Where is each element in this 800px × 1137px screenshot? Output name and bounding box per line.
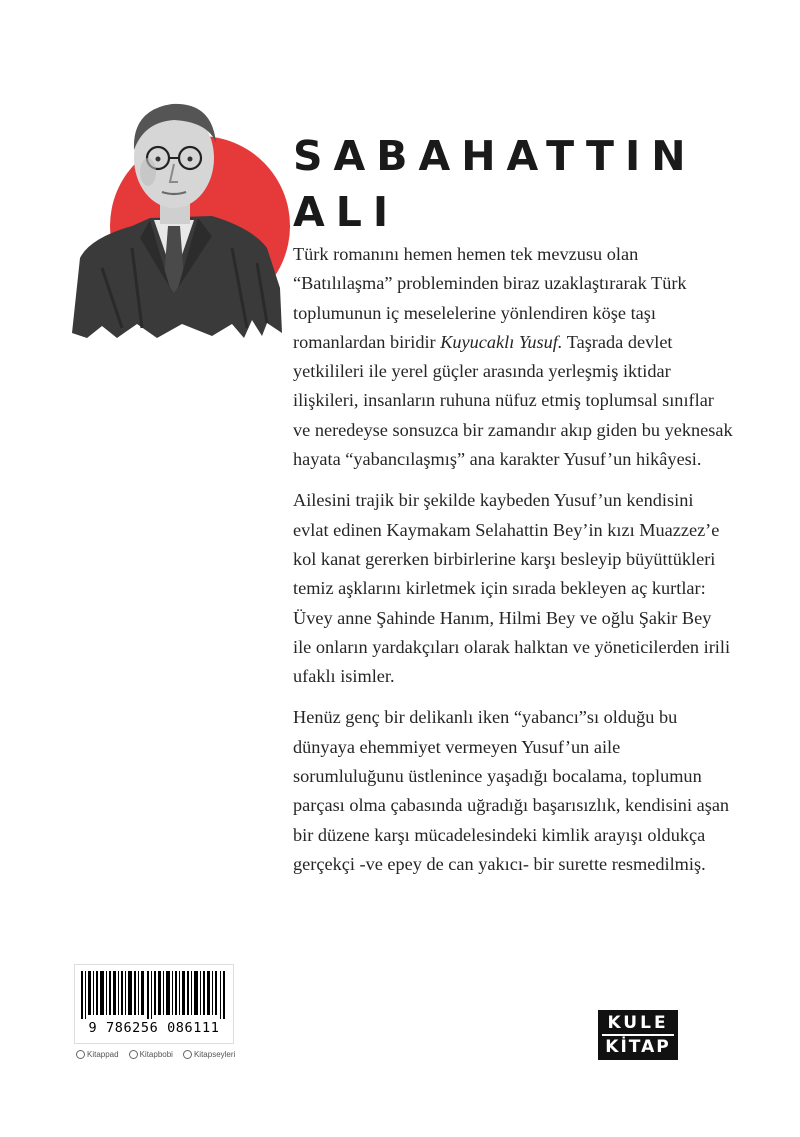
store-logos xyxy=(76,1046,246,1062)
store-logo-3: Kitapseyleri xyxy=(183,1050,235,1059)
blurb-p1-rest: Taşrada devlet yetkilileri ile yerel güçler arasında yerleşmiş iktidar ilişkileri, insanların ruhuna nüfuz etmiş toplumsal sınıflar ve neredeyse sonsuzca bir zamandır akıp giden bu yeknesak hayata “yabancılaşmış” ana karakter Yusuf’un hikâyesi. xyxy=(293,331,733,470)
publisher-logo xyxy=(598,1010,678,1060)
back-cover-blurb xyxy=(293,240,733,891)
blurb-paragraph-3: Henüz genç bir delikanlı iken “yabancı”sı olduğu bu dünyaya ehemmiyet vermeyen Yusuf’un aile sorumluluğunu üstlenince yaşadığı bocalama, toplumun parçası olma çabasında uğradığı başarısızlık, kendisini aşan bir düzene karşı mücadelesindeki kimlik arayışı oldukça gerçekçi -ve epey de can yakıcı- bir surette resmedilmiş. xyxy=(293,707,730,874)
store-3-icon xyxy=(183,1050,192,1059)
store-logo-1: Kitappad xyxy=(76,1050,119,1059)
author-portrait xyxy=(62,88,292,338)
blurb-p1-intro: Türk romanını hemen hemen tek mevzusu olan “Batılılaşma” probleminden biraz uzaklaştırarak Türk toplumunun iç meselelerine yönlendiren köşe taşı romanlardan biridir xyxy=(293,244,687,352)
barcode-bars xyxy=(81,971,227,1019)
author-first-name: SABAHATTIN xyxy=(293,132,697,180)
author-last-name: ALI xyxy=(293,188,400,236)
author-name xyxy=(293,128,697,240)
store-logo-2: Kitapbobi xyxy=(129,1050,173,1059)
blurb-paragraph-2: Ailesini trajik bir şekilde kaybeden Yusuf’un kendisini evlat edinen Kaymakam Selahattin Bey’in kızı Muazzez’e kol kanat gererken birbirlerine karşı besleyip büyüttükleri temiz aşklarını kirletmek için sırada bekleyen aç kurtlar: Üvey anne Şahinde Hanım, Hilmi Bey ve oğlu Şakir Bey ile onların yardakçıları olarak halktan ve yöneticilerden irili ufaklı isimler. xyxy=(293,490,731,687)
book-title: Kuyucaklı Yusuf. xyxy=(440,331,563,352)
barcode xyxy=(74,964,234,1044)
store-1-icon xyxy=(76,1050,85,1059)
store-2-icon xyxy=(129,1050,138,1059)
publisher-line-2: KİTAP xyxy=(605,1037,671,1057)
blurb-paragraph-1 xyxy=(293,240,733,474)
isbn-number: 9 786256 086111 xyxy=(88,1020,220,1036)
publisher-line-1: KULE xyxy=(602,1012,674,1036)
